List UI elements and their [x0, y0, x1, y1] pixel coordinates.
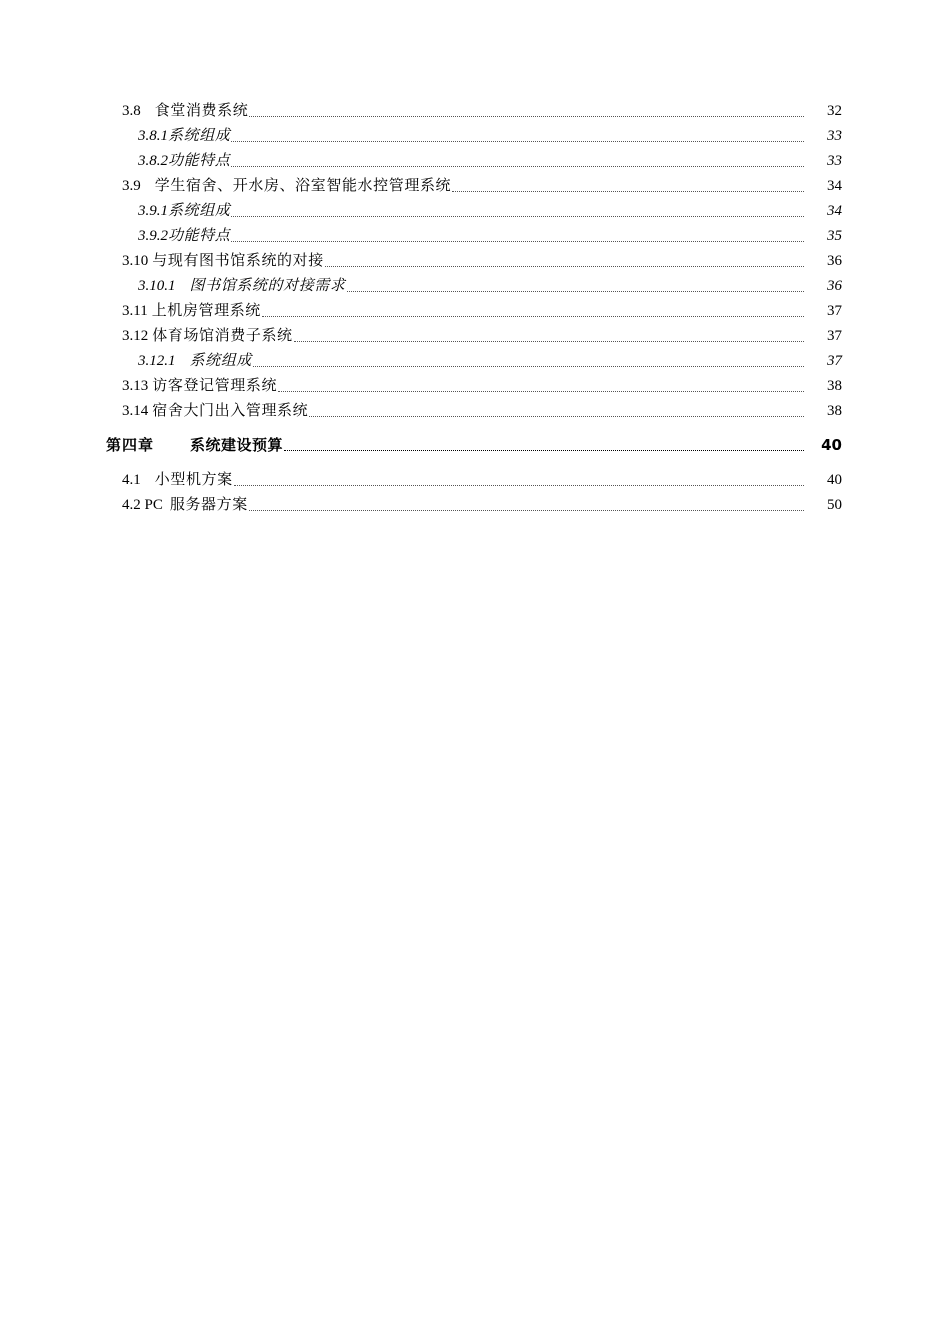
toc-entry-3-10[interactable]	[0, 250, 842, 272]
toc-entry-number: 4.1	[122, 472, 141, 488]
toc-chapter-page: 40	[821, 436, 842, 454]
toc-entry-page: 34	[827, 178, 842, 194]
dot-leader	[231, 215, 804, 217]
toc-entry-number: 3.8.1	[138, 128, 168, 144]
toc-entry-number: 3.9	[122, 178, 141, 194]
toc-entry-page: 33	[827, 153, 842, 169]
dot-leader	[234, 484, 804, 486]
toc-chapter-number: 第四章	[106, 436, 155, 454]
toc-entry-number: 3.8	[122, 103, 141, 119]
dot-leader	[325, 265, 804, 267]
toc-entry-title: 小型机方案	[154, 472, 233, 488]
toc-entry-3-14[interactable]	[0, 400, 842, 422]
toc-entry-number: 3.10.1	[138, 278, 176, 294]
toc-entry-page: 35	[827, 228, 842, 244]
toc-entry-3-9-2[interactable]	[0, 225, 842, 247]
toc-entry-title: 功能特点	[168, 228, 231, 244]
toc-entry-page: 37	[827, 328, 842, 344]
toc-entry-3-13[interactable]	[0, 375, 842, 397]
toc-entry-number: 3.10	[122, 253, 149, 269]
toc-entry-4-2[interactable]	[0, 494, 842, 516]
toc-entry-page: 34	[827, 203, 842, 219]
toc-entry-title: 服务器方案	[169, 497, 248, 513]
toc-entry-page: 40	[827, 472, 842, 488]
toc-entry-3-11[interactable]	[0, 300, 842, 322]
toc-entry-title: 系统组成	[189, 353, 252, 369]
toc-entry-number: 3.9.1	[138, 203, 168, 219]
toc-entry-page: 37	[827, 303, 842, 319]
toc-entry-title: 与现有图书馆系统的对接	[152, 253, 324, 269]
toc-entry-page: 37	[827, 353, 842, 369]
toc-entry-title: 食堂消费系统	[154, 103, 249, 119]
toc-entry-title: 访客登记管理系统	[152, 378, 278, 394]
toc-entry-title: 体育场馆消费子系统	[152, 328, 293, 344]
dot-leader	[452, 190, 804, 192]
toc-entry-3-8-1[interactable]	[0, 125, 842, 147]
toc-entry-3-12-1[interactable]	[0, 350, 842, 372]
toc-entry-page: 36	[827, 278, 842, 294]
dot-leader	[249, 509, 804, 511]
toc-entry-title: 上机房管理系统	[151, 303, 261, 319]
toc-entry-page: 32	[827, 103, 842, 119]
toc-entry-number: 3.14	[122, 403, 149, 419]
toc-entry-title: 系统组成	[168, 203, 231, 219]
toc-entry-title: 图书馆系统的对接需求	[189, 278, 346, 294]
toc-entry-3-9-1[interactable]	[0, 200, 842, 222]
toc-entry-number: 4.2 PC	[122, 497, 163, 513]
toc-entry-3-9[interactable]	[0, 175, 842, 197]
dot-leader	[231, 140, 804, 142]
toc-entry-title: 系统组成	[168, 128, 231, 144]
dot-leader	[249, 115, 804, 117]
toc-entry-number: 3.8.2	[138, 153, 168, 169]
dot-leader	[278, 390, 804, 392]
toc-chapter-title: 系统建设预算	[190, 436, 284, 454]
toc-entry-number: 3.11	[122, 303, 148, 319]
toc-entry-page: 33	[827, 128, 842, 144]
toc-entry-3-8[interactable]	[0, 100, 842, 122]
toc-chapter-4[interactable]	[0, 434, 842, 456]
toc-entry-number: 3.12.1	[138, 353, 176, 369]
toc-entry-3-10-1[interactable]	[0, 275, 842, 297]
toc-entry-title: 宿舍大门出入管理系统	[152, 403, 309, 419]
dot-leader	[231, 240, 804, 242]
dot-leader	[347, 290, 804, 292]
toc-entry-number: 3.13	[122, 378, 149, 394]
toc-entry-4-1[interactable]	[0, 469, 842, 491]
toc-entry-title: 功能特点	[168, 153, 231, 169]
dot-leader	[231, 165, 804, 167]
dot-leader	[253, 365, 804, 367]
toc-entry-page: 36	[827, 253, 842, 269]
dot-leader	[294, 340, 804, 342]
toc-entry-number: 3.9.2	[138, 228, 168, 244]
toc-entry-page: 38	[827, 378, 842, 394]
toc-entry-page: 38	[827, 403, 842, 419]
toc-entry-title: 学生宿舍、开水房、浴室智能水控管理系统	[154, 178, 452, 194]
toc-entry-page: 50	[827, 497, 842, 513]
dot-leader	[284, 449, 804, 451]
toc-entry-number: 3.12	[122, 328, 149, 344]
toc-entry-3-8-2[interactable]	[0, 150, 842, 172]
dot-leader	[309, 415, 804, 417]
toc-entry-3-12[interactable]	[0, 325, 842, 347]
dot-leader	[262, 315, 804, 317]
